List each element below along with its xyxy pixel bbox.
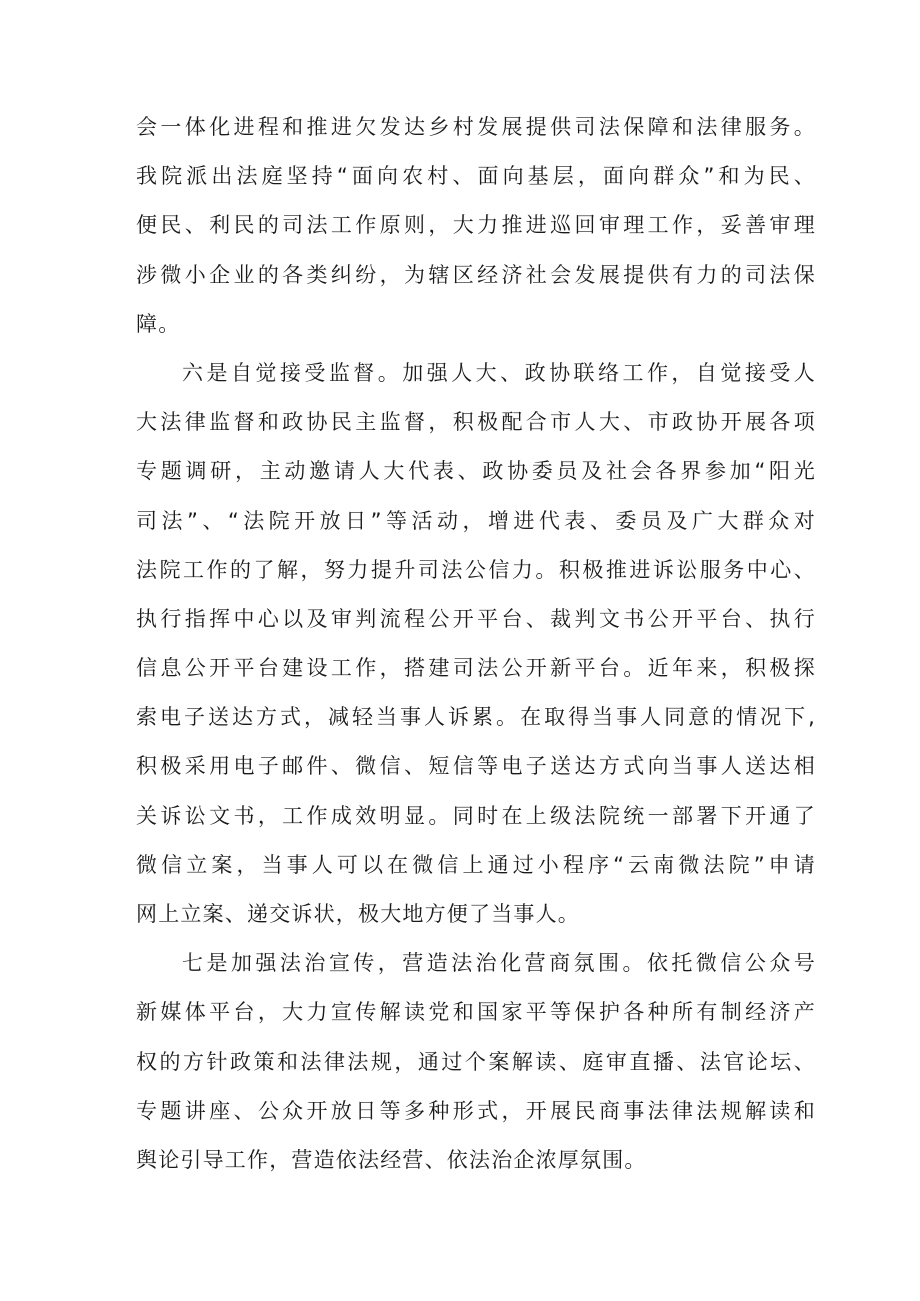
text-line: 微信立案，当事人可以在微信上通过小程序“云南微法院”申请 <box>136 852 816 877</box>
paragraph-continuation <box>136 103 816 349</box>
text-line: 舆论引导工作，营造依法经营、依法治企浓厚氛围。 <box>136 1147 647 1172</box>
text-line: 权的方针政策和法律法规，通过个案解读、庭审直播、法官论坛、 <box>136 1049 816 1074</box>
body-text <box>136 103 816 1185</box>
text-line: 专题讲座、公众开放日等多种形式，开展民商事法律法规解读和 <box>136 1098 816 1123</box>
text-line: 障。 <box>136 311 181 336</box>
text-line: 便民、利民的司法工作原则，大力推进巡回审理工作，妥善审理 <box>136 213 816 238</box>
text-line: 七是加强法治宣传，营造法治化营商氛围。依托微信公众号 <box>182 951 816 976</box>
text-line: 执行指挥中心以及审判流程公开平台、裁判文书公开平台、执行 <box>136 606 816 631</box>
text-line: 会一体化进程和推进欠发达乡村发展提供司法保障和法律服务。 <box>136 115 816 139</box>
text-line: 大法律监督和政协民主监督，积极配合市人大、市政协开展各项 <box>136 410 816 435</box>
text-line: 司法”、“法院开放日”等活动，增进代表、委员及广大群众对 <box>136 508 816 533</box>
text-line: 关诉讼文书，工作成效明显。同时在上级法院统一部署下开通了 <box>136 803 816 828</box>
text-line: 我院派出法庭坚持“面向农村、面向基层，面向群众”和为民、 <box>136 164 816 189</box>
text-line: 涉微小企业的各类纠纷，为辖区经济社会发展提供有力的司法保 <box>136 262 816 287</box>
text-line: 法院工作的了解，努力提升司法公信力。积极推进诉讼服务中心、 <box>136 557 816 582</box>
text-line: 新媒体平台，大力宣传解读党和国家平等保护各种所有制经济产 <box>136 1000 816 1025</box>
paragraph-supervision <box>136 349 816 939</box>
text-line: 积极采用电子邮件、微信、短信等电子送达方式向当事人送达相 <box>136 754 816 779</box>
text-line: 信息公开平台建设工作，搭建司法公开新平台。近年来，积极探 <box>136 656 816 681</box>
paragraph-legal-publicity <box>136 939 816 1185</box>
text-line: 六是自觉接受监督。加强人大、政协联络工作，自觉接受人 <box>182 360 816 385</box>
text-line: 网上立案、递交诉状，极大地方便了当事人。 <box>136 902 580 926</box>
text-line: 专题调研，主动邀请人大代表、政协委员及社会各界参加“阳光 <box>136 459 816 484</box>
text-line: 索电子送达方式，减轻当事人诉累。在取得当事人同意的情况下, <box>136 705 816 730</box>
